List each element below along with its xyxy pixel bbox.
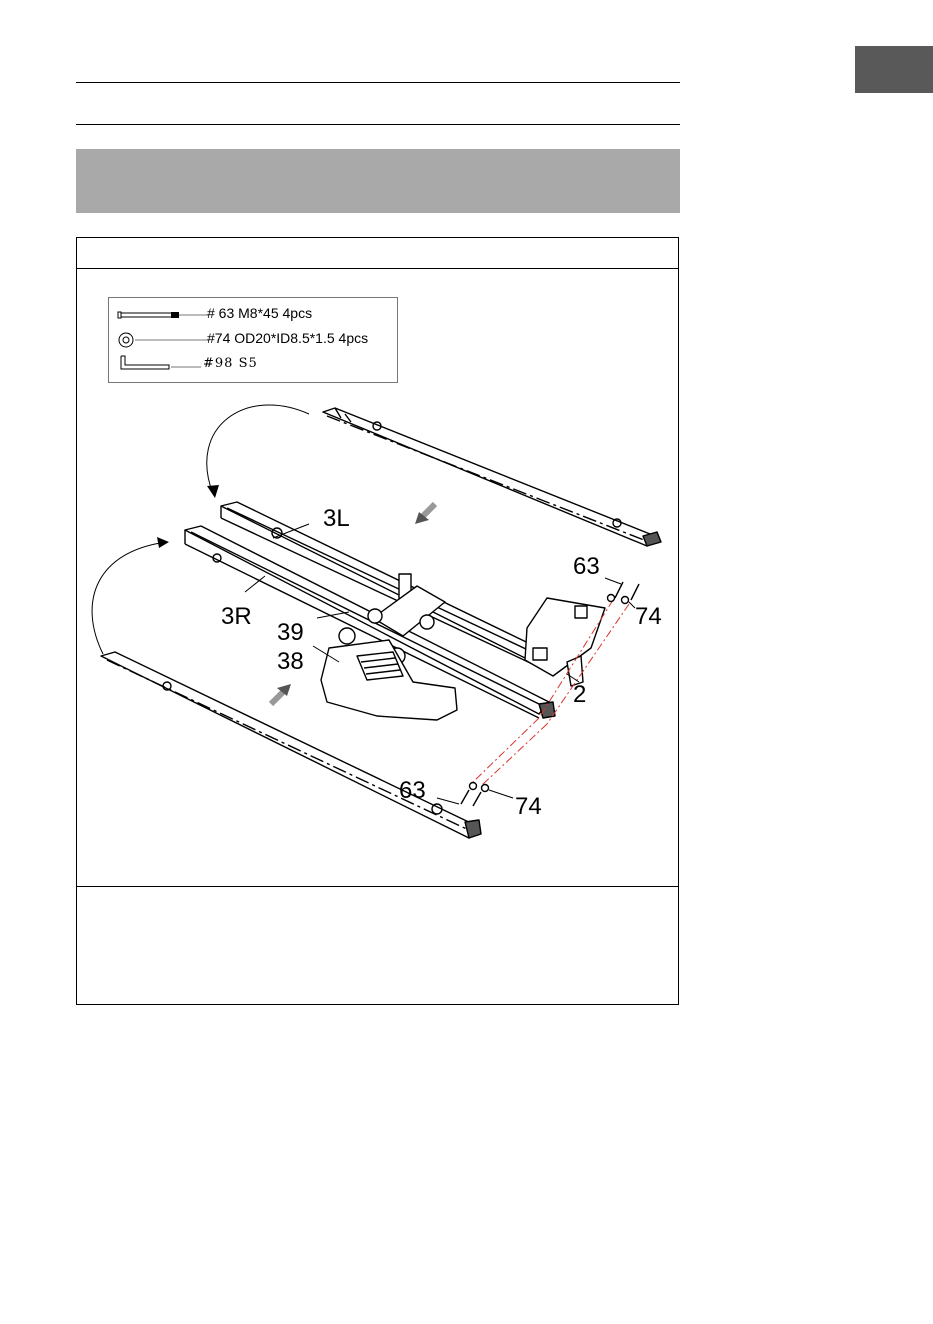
assembly-diagram — [77, 386, 678, 886]
lower-tube-detached — [101, 652, 481, 838]
bolt-icon — [117, 307, 217, 323]
part-row-allen-key — [109, 354, 397, 376]
part-label-allen-key: #98 S5 — [203, 356, 258, 371]
part-row-washer — [109, 329, 397, 351]
callout-63-upper: 63 — [573, 553, 600, 580]
part-label-washer: #74 OD20*ID8.5*1.5 4pcs — [207, 330, 369, 346]
header-rule-top — [76, 82, 680, 83]
callout-38: 38 — [277, 648, 304, 675]
step-footer — [77, 886, 678, 1004]
parts-list — [108, 297, 398, 383]
section-title-band — [76, 149, 680, 213]
callout-39: 39 — [277, 619, 304, 646]
header-rule-bottom — [76, 124, 680, 125]
upper-tube-detached — [323, 408, 661, 546]
callout-74-lower: 74 — [515, 793, 542, 820]
callout-63-lower: 63 — [399, 777, 426, 804]
step-header — [77, 238, 678, 269]
insert-arrow-lower — [271, 684, 291, 704]
callout-2: 2 — [573, 681, 587, 708]
callout-74-upper: 74 — [635, 603, 662, 630]
bolts-upper — [608, 582, 640, 604]
rotate-arrow-upper — [207, 405, 309, 494]
rotate-arrow-lower — [92, 542, 167, 654]
callout-3r: 3R — [221, 603, 252, 630]
bolts-lower — [461, 783, 489, 807]
part-label-bolt: # 63 M8*45 4pcs — [207, 305, 313, 321]
main-frame-2 — [525, 598, 605, 686]
callout-3l: 3L — [323, 505, 350, 532]
allen-key-icon — [117, 354, 217, 374]
assembly-step-box — [76, 237, 679, 1005]
insert-arrow-upper — [415, 504, 435, 524]
part-row-bolt — [109, 304, 397, 326]
washer-icon — [117, 331, 217, 349]
language-tab[interactable] — [855, 46, 933, 93]
